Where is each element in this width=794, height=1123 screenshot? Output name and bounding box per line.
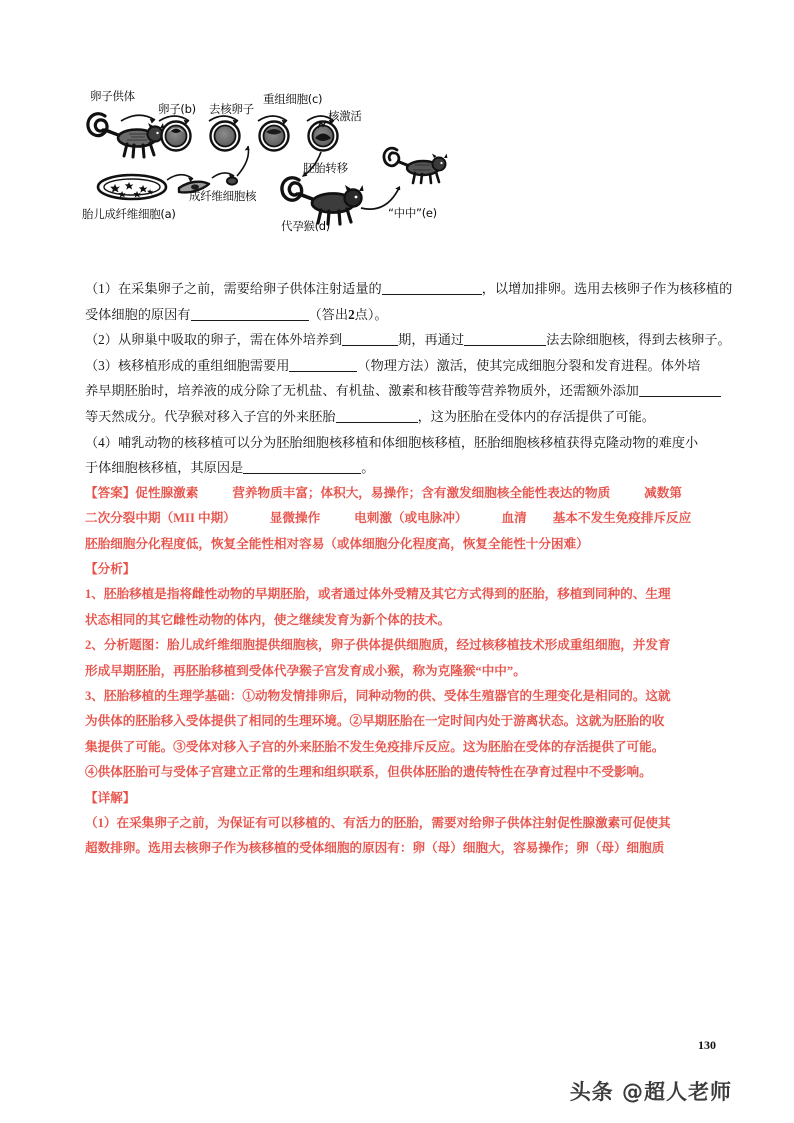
q1-count: 2	[348, 306, 355, 322]
analysis-line	[85, 709, 714, 734]
analysis-heading: 【分析】	[85, 561, 136, 576]
activated-cell-icon	[309, 121, 338, 151]
answer-label: 【答案】	[85, 485, 136, 500]
question-1-line-2	[85, 302, 714, 328]
answer-line-1	[85, 481, 714, 506]
petri-dish-icon	[98, 175, 166, 199]
answer-6: 血清	[501, 511, 527, 526]
recombinant-cell-c-icon	[260, 122, 289, 151]
fibroblast-nucleus-icon	[227, 177, 237, 184]
analysis-text: 状态相同的其它雌性动物的体内，使之继续发育为新个体的技术。	[85, 612, 451, 627]
q1-text-e: 点）。	[354, 306, 388, 322]
explanation-line	[85, 811, 714, 836]
analysis-text: 为供体的胚胎移入受体提供了相同的生理环境。②早期胚胎在一定时间内处于游离状态。这就为胚胎的收	[85, 714, 665, 729]
answer-blank[interactable]	[639, 383, 721, 397]
answer-8: 胚胎细胞分化程度低，恢复全能性相对容易（或体细胞分化程度高，恢复全能性十分困难）	[85, 536, 589, 551]
analysis-text: 集提供了可能。③受体对移入子宫的外来胚胎不发生免疫排斥反应。这为胚胎在受体的存活提供了可能。	[85, 739, 665, 754]
question-2-line-1	[85, 327, 731, 353]
analysis-text: ④供体胚胎可与受体子宫建立正常的生理和组织联系，但供体胚胎的遗传特性在孕育过程中不受影响。	[85, 765, 652, 780]
question-content	[85, 276, 733, 862]
q2-text-a: （2）从卵巢中吸取的卵子，需在体外培养到	[85, 332, 343, 348]
answer-blank[interactable]	[191, 307, 309, 321]
answer-7: 基本不发生免疫排斥反应	[552, 511, 692, 526]
q1-text-c: 受体细胞的原因有	[85, 306, 191, 322]
analysis-text: 形成早期胚胎，再胚胎移植到受体代孕猴子宫发育成小猴，称为克隆猴“中中”。	[85, 663, 526, 678]
question-4-line-1	[85, 430, 714, 456]
analysis-text: 1、胚胎移植是指将雌性动物的早期胚胎，或者通过体外受精及其它方式得到的胚胎，移植到同种的、生理	[85, 587, 671, 602]
q3-text-d: 等天然成分。代孕猴对移入子宫的外来胚胎	[85, 408, 336, 424]
answer-3-part1: 减数第	[644, 485, 682, 500]
question-1-line-1	[85, 276, 733, 302]
q1-text-d: （答出	[308, 306, 349, 322]
q3-text-c: 养早期胚胎时，培养液的成分除了无机盐、有机盐、激素和核苷酸等营养物质外，还需额外添加	[85, 383, 639, 399]
q4-text-c: 。	[361, 460, 375, 476]
watermark: 头条 @超人老师	[569, 1080, 732, 1104]
analysis-line	[85, 582, 714, 607]
figure-label-nuclear-activation: 核激活	[328, 109, 362, 123]
question-3-line-2	[85, 378, 714, 404]
figure-label-fetal-fibroblast: 胎儿成纤维细胞(a)	[82, 207, 176, 221]
question-4-line-2	[85, 455, 714, 481]
answer-1: 促性腺激素	[135, 485, 199, 500]
q2-text-c: 法去除细胞核，得到去核卵子。	[546, 332, 731, 348]
answer-4: 显微操作	[269, 511, 321, 526]
explanation-line	[85, 836, 714, 861]
oocyte-b-icon	[162, 122, 191, 151]
cloning-process-diagram	[82, 88, 455, 243]
answer-line-2	[85, 506, 714, 531]
answer-3-part2: 二次分裂中期（MII 中期）	[85, 511, 236, 526]
answer-blank[interactable]	[382, 281, 482, 295]
analysis-text: 3、胚胎移植的生理学基础：①动物发情排卵后，同种动物的供、受体生殖器官的生理变化是相同的。这就	[85, 689, 671, 703]
explanation-text: 超数排卵。选用去核卵子作为核移植的受体细胞的原因有：卵（母）细胞大，容易操作；卵（母）细胞质	[85, 841, 665, 856]
explanation-heading: 【详解】	[85, 790, 136, 805]
answer-blank[interactable]	[243, 460, 361, 474]
figure-label-oocyte-b: 卵子(b)	[158, 102, 196, 116]
answer-5: 电刺激（或电脉冲）	[354, 511, 468, 526]
figure-label-egg-donor: 卵子供体	[90, 89, 135, 103]
q3-text-e: ，这为胚胎在受体内的存活提供了可能。	[417, 408, 655, 424]
q3-text-b: （物理方法）激活，使其完成细胞分裂和发育进程。体外培	[357, 357, 701, 373]
question-3-line-1	[85, 353, 714, 379]
figure-label-clone-monkey: “中中”(e)	[388, 206, 437, 220]
analysis-line	[85, 735, 714, 760]
q4-text-b: 于体细胞核移植，其原因是	[85, 460, 244, 476]
analysis-text: 2、分析题图：胎儿成纤维细胞提供细胞核，卵子供体提供细胞质，经过核移植技术形成重组细胞，并发育	[85, 638, 671, 653]
question-3-line-3	[85, 404, 714, 430]
analysis-line	[85, 633, 714, 658]
explanation-text: （1）在采集卵子之前，为保证有可以移植的、有活力的胚胎，需要对给卵子供体注射促性腺激素可促使其	[85, 816, 671, 831]
page-number: 130	[698, 1038, 716, 1052]
analysis-label	[85, 557, 714, 582]
answer-blank[interactable]	[289, 358, 357, 372]
analysis-line	[85, 659, 714, 684]
analysis-line	[85, 608, 714, 633]
analysis-line	[85, 684, 714, 709]
q4-text-a: （4）哺乳动物的核移植可以分为胚胎细胞核移植和体细胞核移植，胚胎细胞核移植获得克隆动物的难度小	[85, 434, 699, 450]
answer-blank[interactable]	[342, 332, 398, 346]
analysis-line	[85, 760, 714, 785]
q3-text-a: （3）核移植形成的重组细胞需要用	[85, 357, 290, 373]
figure-label-fibroblast-nucleus: 成纤维细胞核	[189, 189, 257, 203]
answer-blank[interactable]	[336, 409, 418, 423]
figure-label-enucleated-oocyte: 去核卵子	[209, 102, 254, 116]
answer-line-3	[85, 532, 714, 557]
figure-label-embryo-transfer: 胚胎转移	[303, 161, 348, 175]
q2-text-b: 期，再通过	[398, 332, 465, 348]
explanation-label	[85, 786, 714, 811]
figure-label-surrogate-monkey: 代孕猴(d)	[281, 219, 330, 233]
clone-monkey-icon	[384, 148, 447, 183]
q1-text-a: （1）在采集卵子之前，需要给卵子供体注射适量的	[85, 281, 382, 296]
answer-blank[interactable]	[464, 332, 546, 346]
q1-text-b: ，以增加排卵。选用去核卵子作为核移植的	[481, 281, 733, 296]
answer-2: 营养物质丰富；体积大，易操作；含有激发细胞核全能性表达的物质	[232, 485, 611, 500]
figure-label-recombinant-cell: 重组细胞(c)	[263, 92, 323, 106]
enucleated-oocyte-icon	[211, 122, 240, 151]
